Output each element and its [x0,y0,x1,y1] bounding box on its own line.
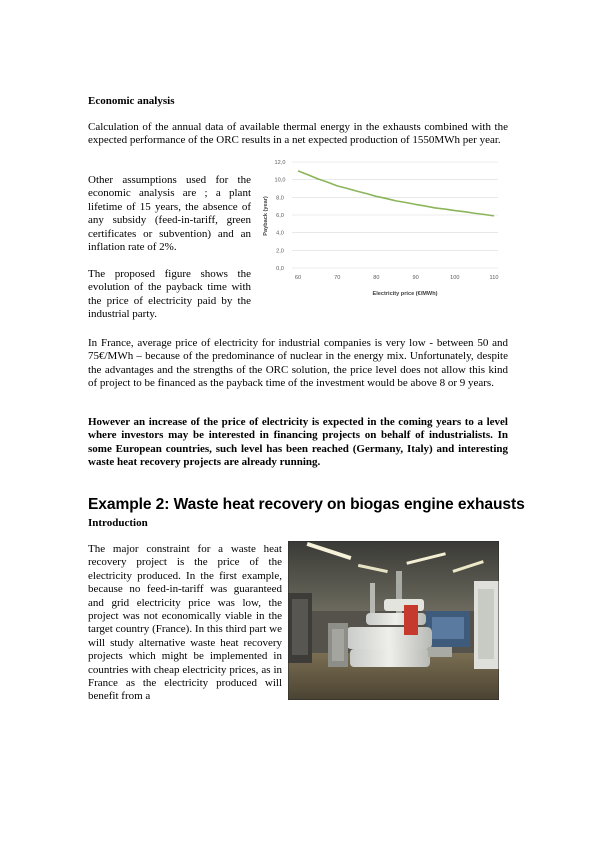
payback-chart [258,152,508,300]
payback-series-line [298,171,494,216]
chart-y-ticks [275,160,286,272]
chart-y-tick-label: 6,0 [276,213,284,219]
chart-y-tick-label: 10,0 [274,177,286,184]
section-heading-economic-analysis: Economic analysis [88,95,175,107]
chart-y-tick-label: 4,0 [276,230,284,237]
chart-x-tick-label: 60 [294,275,302,281]
chart-y-axis-label: Payback (year) [263,196,269,236]
paragraph-price-increase: However an increase of the price of electricity is expected in the coming years to a level where investors may be interested in financing projects on behalf of industrialists. In some European countries, such level has been reached (Germany, Italy) and interesting waste heat recovery projects are already running. [88,416,508,469]
chart-gridlines [292,162,498,268]
chart-x-tick-label: 70 [334,275,341,281]
paragraph-annual-production: Calculation of the annual data of available thermal energy in the exhausts combined with the expected performance of the ORC results in a net expected production of 1550MWh per year. [88,121,508,147]
chart-x-tick-label: 100 [450,275,460,281]
chart-x-ticks [295,275,499,281]
chart-x-axis-label: Electricity price (€/MWh) [372,291,438,297]
chart-x-tick-label: 80 [373,275,380,281]
chart-y-tick-label: 12,0 [274,160,286,166]
section-heading-example-2: Example 2: Waste heat recovery on biogas engine exhausts [88,496,525,513]
chart-y-tick-label: 8,0 [276,195,284,202]
chart-x-tick-label: 110 [489,275,499,281]
biogas-orc-installation-photo [288,541,499,700]
subsection-heading-introduction: Introduction [88,517,148,529]
chart-x-tick-label: 90 [412,275,419,281]
chart-y-tick-label: 0,0 [276,266,284,272]
paragraph-introduction: The major constraint for a waste heat recovery project is the price of the electricity produced. In the first example, because no feed-in-tariff was guaranteed and grid electricity price was low, the project was not economically viable in the target country (France). In this third part we will study alternative waste heat recovery projects which might be implemented in countries with cheap electricity prices, as in France as the electricity produced will benefit from a [88,543,282,703]
paragraph-france-prices: In France, average price of electricity for industrial companies is very low - between 50 and 75€/MWh – because of the predominance of nuclear in the energy mix. Unfortunately, despite the advantages and the strengths of the ORC solution, the price level does not allow this kind of project to be financed as the payback time of the investment would be above 8 or 9 years. [88,337,508,390]
paragraph-figure-description: The proposed figure shows the evolution of the payback time with the price of electricity paid by the industrial party. [88,268,251,321]
chart-y-tick-label: 2,0 [276,248,284,255]
paragraph-assumptions: Other assumptions used for the economic analysis are ; a plant lifetime of 15 years, the absence of any subsidy (feed-in-tariff, green certificates or subvention) and an inflation rate of 2%. [88,174,251,254]
